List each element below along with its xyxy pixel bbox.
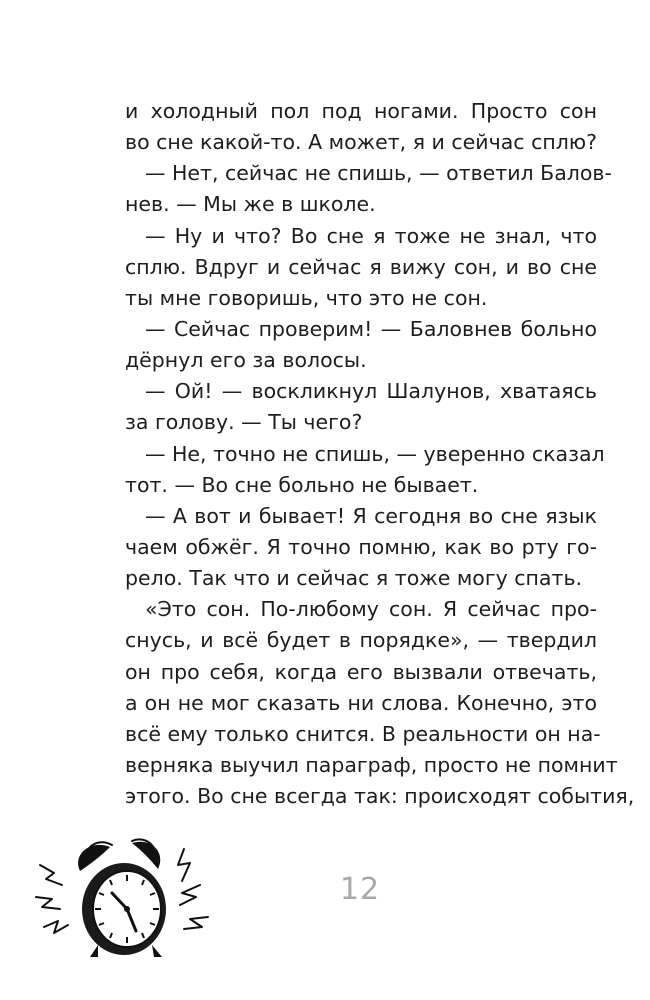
text-line-9: дёрнул его за волосы. — [125, 348, 367, 373]
page-number: 12 — [339, 872, 381, 907]
text-line-15: чаем обжёг. Я точно помню, как во рту го- — [125, 534, 597, 559]
text-line-20: а он не мог сказать ни слова. Конечно, это — [125, 690, 597, 715]
text-line-10: — Ой! — воскликнул Шалунов, хватаясь — [145, 379, 597, 404]
text-line-12: — Не, точно не спишь, — уверенно сказал — [145, 441, 605, 466]
alarm-clock-icon — [32, 835, 222, 965]
text-line-7: ты мне говоришь, что это не сон. — [125, 285, 488, 310]
text-line-22: верняка выучил параграф, просто не помнит — [125, 752, 618, 777]
text-line-16: рело. Так что и сейчас я тоже могу спать. — [125, 566, 583, 591]
text-line-2: во сне какой-то. А может, я и сейчас сплю? — [125, 130, 597, 155]
text-line-19: он про себя, когда его вызвали отвечать, — [125, 659, 597, 684]
text-line-3: — Нет, сейчас не спишь, — ответил Балов- — [145, 161, 612, 186]
text-line-5: — Ну и что? Во сне я тоже не знал, что — [145, 223, 597, 248]
text-line-4: нев. — Мы же в школе. — [125, 192, 376, 217]
text-line-6: сплю. Вдруг и сейчас я вижу сон, и во сне — [125, 254, 597, 279]
text-line-18: снусь, и всё будет в порядке», — твердил — [125, 628, 597, 653]
text-line-17: «Это сон. По-любому сон. Я сейчас про- — [145, 597, 597, 622]
body-text — [125, 96, 635, 812]
text-line-14: — А вот и бывает! Я сегодня во сне язык — [145, 503, 597, 528]
text-line-8: — Сейчас проверим! — Баловнев больно — [145, 316, 597, 341]
text-line-1: и холодный пол под ногами. Просто сон — [125, 99, 597, 123]
text-line-11: за голову. — Ты чего? — [125, 410, 363, 435]
text-line-13: тот. — Во сне больно не бывает. — [125, 472, 479, 497]
text-line-23: этого. Во сне всегда так: происходят события, — [125, 784, 635, 809]
text-line-21: всё ему только снится. В реальности он на- — [125, 721, 601, 746]
